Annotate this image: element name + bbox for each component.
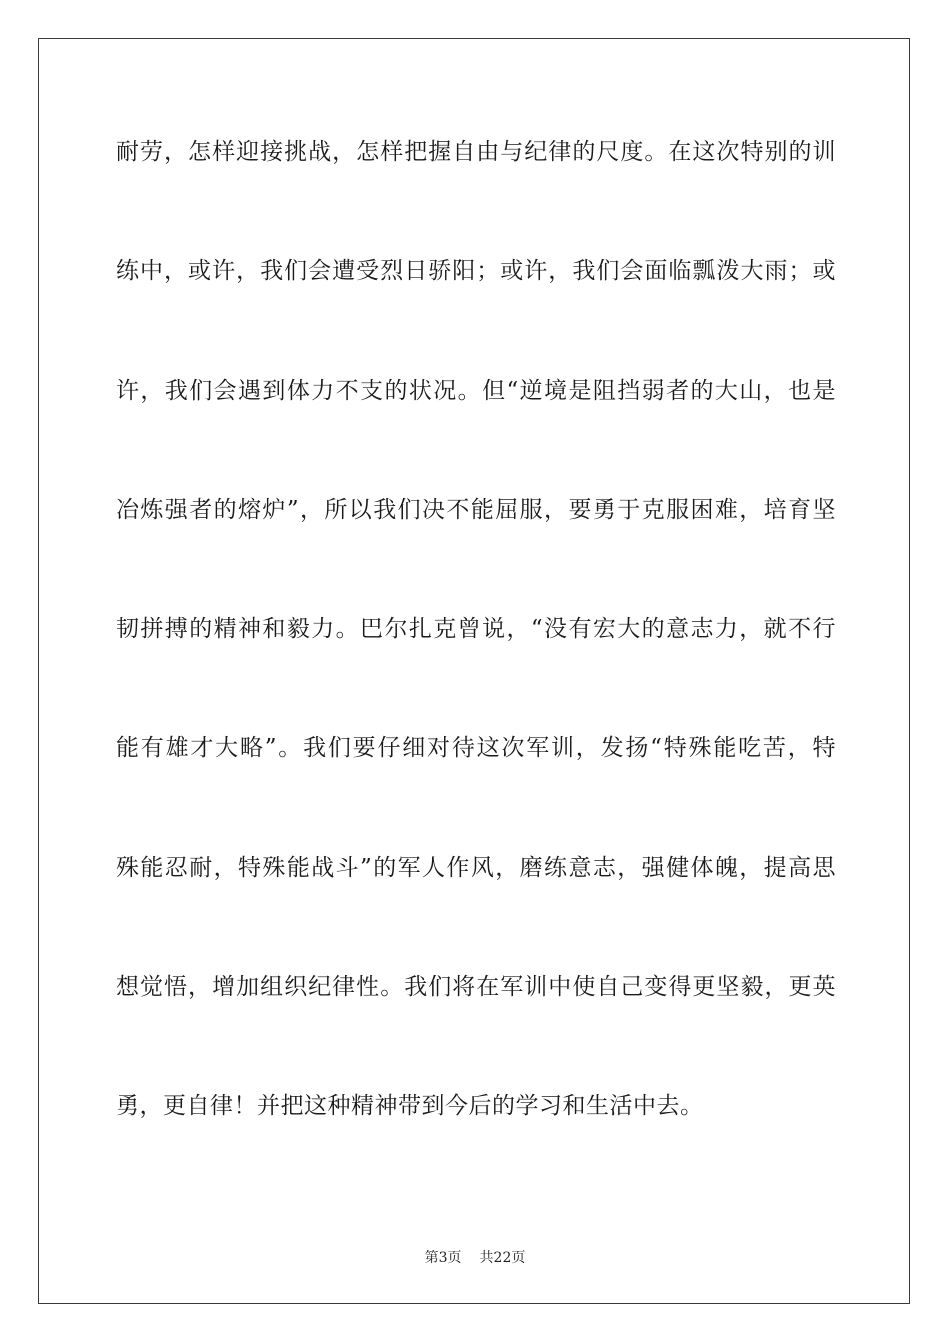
text-line: 练中，或许，我们会遭受烈日骄阳；或许，我们会面临瓢泼大雨；或 — [116, 258, 836, 285]
text-line: 殊能忍耐，特殊能战斗”的军人作风，磨练意志，强健体魄，提高思 — [116, 854, 836, 881]
text-line: 想觉悟，增加组织纪律性。我们将在军训中使自己变得更坚毅，更英 — [116, 974, 836, 1001]
document-body — [116, 128, 836, 1202]
text-line: 勇，更自律！并把这种精神带到今后的学习和生活中去。 — [116, 1093, 704, 1120]
page-total: 共22页 — [479, 1250, 526, 1266]
text-line: 许，我们会遇到体力不支的状况。但“逆境是阻挡弱者的大山，也是 — [116, 377, 836, 404]
text-line: 能有雄才大略”。我们要仔细对待这次军训，发扬“特殊能吃苦，特 — [116, 735, 836, 762]
page-footer — [0, 1247, 950, 1267]
text-line: 冶炼强者的熔炉”，所以我们决不能屈服，要勇于克服困难，培育坚 — [116, 496, 836, 523]
text-line: 耐劳，怎样迎接挑战，怎样把握自由与纪律的尺度。在这次特别的训 — [116, 139, 836, 165]
text-line: 韧拼搏的精神和毅力。巴尔扎克曾说，“没有宏大的意志力，就不行 — [116, 616, 836, 643]
page-number: 第3页 — [424, 1250, 462, 1266]
